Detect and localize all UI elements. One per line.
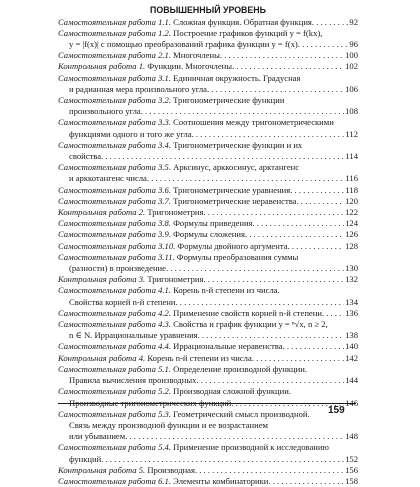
toc-entry-title: Тригонометрия [145,274,204,285]
toc-entry-kind: Самостоятельная работа 3.1. [58,72,171,83]
toc-entry-kind: Самостоятельная работа 5.2. [58,386,171,397]
toc-entry [58,330,358,341]
toc-entry-title: Формулы двойного аргумента [175,240,288,251]
toc-entry-text [58,207,203,218]
dot-leader [166,263,344,274]
dot-leader [203,274,344,285]
dot-leader [101,151,344,162]
toc-entry-page: 146 [345,397,358,408]
toc-entry [58,465,358,476]
dot-leader [252,353,344,364]
toc-entry [58,341,358,352]
toc-entry [58,28,358,39]
toc-entry-text [58,196,296,207]
toc-entry-text [69,330,198,341]
toc-entry-kind: Самостоятельная работа 2.1. [58,50,171,61]
toc-entry [58,106,358,117]
toc-entry-kind: Самостоятельная работа 1.1. [58,16,171,27]
toc-entry-text [69,420,268,431]
toc-entry [58,241,358,252]
toc-entry [58,285,358,296]
dot-leader [322,308,344,319]
toc-entry-page: 142 [345,352,358,363]
toc-entry [58,50,358,61]
toc-entry-text [58,218,253,229]
dot-leader [101,454,344,465]
toc-entry-title: Тригонометрические функции [170,95,285,106]
dot-leader [283,341,345,352]
toc-entry-text [58,61,232,72]
toc-entry-text [69,173,147,184]
toc-entry-text [58,308,322,319]
toc-entry-title: Формулы приведения [170,218,253,229]
toc-entry-title: Тригонометрические функции и их [170,139,303,150]
toc-entry-kind: Самостоятельная работа 4.2. [58,307,171,318]
toc-entry-text [69,431,125,442]
toc-entry-text [58,229,245,240]
toc-entry-title: Формулы сложения [170,229,245,240]
toc-entry-text [58,95,284,106]
dot-leader [268,476,344,487]
toc-entry-title: Элементы комбинаторики [170,475,269,486]
toc-entry-page: 106 [345,83,358,94]
toc-entry-text [69,151,101,162]
toc-entry [58,476,358,487]
toc-entry-page: 122 [345,207,358,218]
toc-entry [58,39,358,50]
toc-entry-text [58,274,203,285]
toc-entry [58,442,358,453]
dot-leader [296,196,344,207]
toc-entry-title: n ∈ N. Иррациональные уравнения [69,330,198,341]
toc-entry-title: Единичная окружность. Градусная [170,72,301,83]
toc-entry [58,207,358,218]
toc-entry-title: y = |f(x)| с помощью преобразований графика функции y = f(x) [69,39,298,49]
toc-entry-title: Геометрический смысл производной. [170,408,310,419]
toc-entry-page: 136 [345,307,358,318]
toc-entry-title: Корень n-й степени из числа [145,352,252,363]
page-number: 159 [328,405,345,416]
toc-entry-page: 126 [345,229,358,240]
toc-entry-text [69,39,298,50]
toc-entry-page: 92 [349,16,358,27]
toc-entry-text [58,252,298,263]
dot-leader [198,330,344,341]
toc-entry-page: 102 [345,61,358,72]
toc-entry-title: свойства [69,151,102,162]
toc-entry-kind: Самостоятельная работа 5.3. [58,408,171,419]
toc-entry [58,129,358,140]
toc-entry-page: 144 [345,375,358,386]
toc-entries [58,17,358,487]
toc-entry-text [58,319,328,330]
toc-entry-page: 108 [345,106,358,117]
dot-leader [203,207,344,218]
toc-entry [58,185,358,196]
dot-leader [195,465,344,476]
toc-entry [58,308,358,319]
toc-entry-kind: Самостоятельная работа 3.3. [58,117,171,128]
toc-entry-text [69,129,192,140]
toc-entry [58,263,358,274]
toc-entry [58,252,358,263]
dot-leader [290,185,344,196]
toc-entry-kind: Самостоятельная работа 3.11. [58,251,175,262]
toc-entry [58,297,358,308]
toc-entry-text [58,140,302,151]
toc-entry [58,73,358,84]
toc-entry-page: 96 [349,39,358,49]
toc-entry-title: Построение графиков функций y = f(kx), [170,27,323,38]
toc-entry-title: Сложная функция. Обратная функция [170,16,312,27]
toc-entry [58,364,358,375]
toc-entry-text [58,364,307,375]
toc-entry-kind: Контрольная работа 3. [58,274,146,285]
toc-entry [58,454,358,465]
toc-entry-title: функций [69,453,102,464]
toc-entry-page: 120 [345,195,358,206]
dot-leader [312,17,349,28]
toc-entry-kind: Самостоятельная работа 3.5. [58,162,171,173]
toc-entry-text [69,375,196,386]
dot-leader [196,375,344,386]
dot-leader [253,218,345,229]
toc-entry-title: Правила вычисления производных [69,375,197,386]
dot-leader [298,39,349,50]
toc-entry-title: Соотношения между тригонометрическими [170,117,334,128]
toc-entry-title: Свойства корней n-й степени [69,296,176,307]
toc-entry [58,229,358,240]
toc-entry-title: Свойства и график функции y = ⁿ√x, n ≥ 2, [170,319,328,330]
toc-entry [58,196,358,207]
toc-entry-text [58,50,220,61]
toc-entry [58,95,358,106]
toc-entry [58,17,358,28]
toc-entry-title: Арксинус, арккосинус, арктангенс [170,162,300,173]
toc-entry-title: и радианная мера произвольного угла [69,83,207,94]
toc-entry [58,431,358,442]
toc-entry [58,84,358,95]
toc-entry [58,140,358,151]
toc-entry-title: Применение производной к исследованию [170,442,329,453]
toc-entry-text [58,241,288,252]
toc-entry-kind: Самостоятельная работа 5.4. [58,442,171,453]
toc-entry-text [69,297,176,308]
toc-entry-text [58,17,312,28]
toc-entry-title: или убыванием [69,431,126,442]
toc-entry-text [58,476,268,487]
dot-leader [141,106,344,117]
toc-entry-text [58,465,195,476]
toc-entry [58,151,358,162]
dot-leader [245,229,344,240]
toc-entry-text [58,162,299,173]
toc-entry-page: 100 [345,50,358,61]
toc-entry-kind: Самостоятельная работа 5.1. [58,363,171,374]
toc-entry-text [58,386,291,397]
toc-entry-kind: Самостоятельная работа 1.2. [58,27,171,38]
toc-entry-text [58,341,283,352]
toc-entry-title: Формулы преобразования суммы [174,251,299,262]
toc-entry-kind: Самостоятельная работа 3.9. [58,229,171,240]
toc-entry-page: 148 [345,431,358,442]
toc-entry-title: Связь между производной функции и ее возрастанием [69,419,268,430]
toc-entry-kind: Самостоятельная работа 3.7. [58,195,171,206]
toc-entry-title: произвольного угла [69,106,141,117]
dot-leader [232,61,344,72]
toc-entry-title: Тригонометрия [145,207,204,218]
toc-entry-kind: Самостоятельная работа 3.6. [58,184,171,195]
toc-entry-title: Применение свойств корней n-й степени [170,307,322,318]
toc-entry-title: Функции. Многочлены [145,61,233,72]
toc-entry-page: 140 [345,341,358,352]
table-of-contents [58,6,358,487]
toc-entry-title: Производная сложной функции. [170,386,291,397]
toc-entry [58,353,358,364]
toc-entry-page: 152 [345,453,358,464]
dot-leader [220,50,344,61]
toc-entry-page: 132 [345,274,358,285]
toc-entry-title: Тригонометрические неравенства [170,195,297,206]
toc-entry-page: 114 [345,151,358,162]
toc-entry-text [58,28,322,39]
toc-entry-text [58,73,300,84]
toc-entry-text [58,285,280,296]
toc-entry [58,274,358,285]
toc-entry-kind: Самостоятельная работа 3.4. [58,139,171,150]
dot-leader [125,431,344,442]
toc-entry-title: Корень n-й степени из числа. [170,285,280,296]
toc-entry-kind: Самостоятельная работа 3.2. [58,95,171,106]
toc-entry [58,319,358,330]
toc-entry [58,386,358,397]
toc-entry-text [69,84,207,95]
toc-entry-kind: Самостоятельная работа 3.8. [58,218,171,229]
toc-entry [58,162,358,173]
toc-entry-title: Определение производной функции. [170,363,308,374]
toc-entry-kind: Самостоятельная работа 4.3. [58,319,171,330]
toc-entry-title: (разности) в произведение [69,263,166,274]
toc-entry-title: Иррациональные неравенства [170,341,283,352]
toc-entry-page: 112 [345,128,358,139]
toc-entry-text [58,409,310,420]
section-title: ПОВЫШЕННЫЙ УРОВЕНЬ [150,5,266,16]
toc-entry-text [69,454,101,465]
toc-entry-page: 138 [345,330,358,341]
toc-entry-text [58,117,334,128]
toc-entry-kind: Самостоятельная работа 4.4. [58,341,171,352]
dot-leader [147,173,345,184]
toc-entry [58,173,358,184]
toc-entry-text [58,353,252,364]
toc-entry-title: Многочлены [170,50,220,61]
toc-entry-title: и арккотангенс числа [69,173,147,184]
toc-entry [58,117,358,128]
toc-entry-text [69,263,166,274]
toc-entry-text [58,442,329,453]
toc-entry-title: Производные тригонометрических функций [69,397,232,408]
toc-entry-page: 158 [345,475,358,486]
toc-entry-text [69,106,141,117]
dot-leader [176,297,345,308]
toc-entry-title: Производная [145,464,195,475]
toc-entry-kind: Контрольная работа 4. [58,352,146,363]
toc-entry [58,409,358,420]
toc-entry-kind: Самостоятельная работа 3.10. [58,240,176,251]
toc-entry-page: 128 [345,240,358,251]
toc-entry-kind: Контрольная работа 2. [58,207,146,218]
footer-rule [58,403,356,404]
dot-leader [288,241,345,252]
dot-leader [207,84,344,95]
toc-entry-page: 134 [345,296,358,307]
toc-entry [58,218,358,229]
toc-entry [58,61,358,72]
toc-entry-kind: Контрольная работа 5. [58,464,146,475]
toc-entry [58,375,358,386]
toc-entry [58,420,358,431]
toc-entry-page: 118 [345,184,358,195]
toc-entry-page: 130 [345,263,358,274]
toc-entry-title: Тригонометрические уравнения [170,184,291,195]
toc-entry-kind: Самостоятельная работа 6.1. [58,475,171,486]
toc-entry-kind: Контрольная работа 1. [58,61,146,72]
toc-entry-page: 156 [345,464,358,475]
dot-leader [192,129,345,140]
toc-entry-kind: Самостоятельная работа 4.1. [58,285,171,296]
toc-entry-page: 124 [345,218,358,229]
toc-entry-title: функциями одного и того же угла [69,128,192,139]
toc-entry-text [58,185,290,196]
toc-entry-page: 116 [345,173,358,184]
